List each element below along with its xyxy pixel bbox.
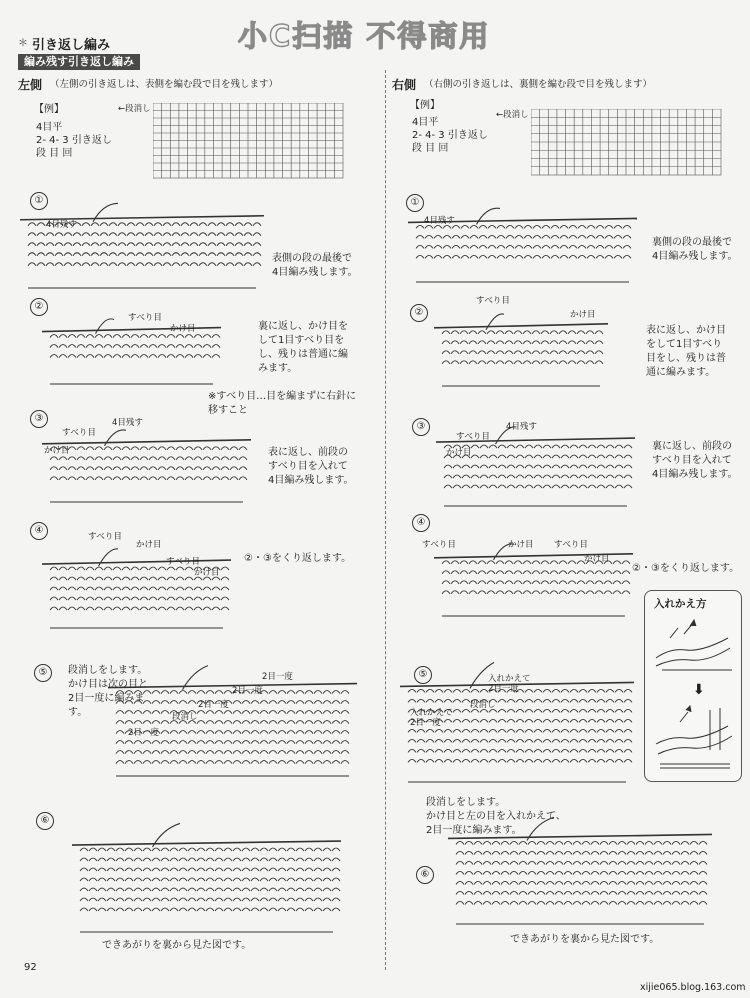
left-step-2-number: ② xyxy=(30,298,48,316)
left-step-3-text: 表に返し、前段の すべり目を入れて 4目編み残します。 xyxy=(268,447,354,486)
right-step-5-label-1: 入れかえて 2目一度 xyxy=(488,674,531,694)
left-step-1-label-1: 4目残す xyxy=(46,220,77,230)
right-step-5-text: 段消しをします。 かけ目と左の目を入れかえて、 2目一度に編みます。 xyxy=(426,797,566,836)
left-step-2-text: 裏に返し、かけ目を して1目すべり目を し、残りは普通に編 みます。 xyxy=(258,321,348,374)
left-stitch-chart xyxy=(153,103,345,181)
right-step-2-label-2: かけ目 xyxy=(570,310,596,320)
left-step-1-text: 表側の段の最後で 4目編み残します。 xyxy=(272,253,358,278)
left-step-4-label-4: かけ目 xyxy=(194,568,220,578)
right-step-3-text: 裏に返し、前段の すべり目を入れて 4目編み残します。 xyxy=(652,441,738,480)
column-divider xyxy=(385,70,386,970)
right-step-5-label-2: 入れかえて 2目一度 xyxy=(410,708,453,728)
right-step-4-label-2: かけ目 xyxy=(508,540,534,550)
left-step-5-label-2: 2目一度 xyxy=(232,686,263,696)
right-step-2-illustration xyxy=(432,312,612,390)
right-example-line-1: 4目平 xyxy=(412,117,439,128)
left-step-6-illustration xyxy=(70,818,345,936)
right-step-6-illustration xyxy=(446,812,716,928)
right-step-1-number: ① xyxy=(406,194,424,212)
left-step-3-label-1: 4目残す xyxy=(112,418,143,428)
right-step-2-text: 表に返し、かけ目 をして1目すべり 目をし、残りは普 通に編みます。 xyxy=(646,325,726,378)
right-example-line-2: 2- 4- 3 引き返し xyxy=(412,130,488,141)
left-step-3-label-2: すべり目 xyxy=(62,428,96,438)
right-step-6-text: できあがりを裏から見た図です。 xyxy=(510,934,660,945)
right-step-1-label-1: 4目残す xyxy=(424,216,455,226)
right-step-4-label-1: すべり目 xyxy=(422,540,456,550)
left-chart-label: ←段消し xyxy=(118,104,151,114)
left-heading: 左側 xyxy=(18,78,43,92)
site-credit: xijie065.blog.163.com xyxy=(640,982,746,993)
left-step-5-label-5: 2目一度 xyxy=(128,728,159,738)
right-chart-label: ←段消し xyxy=(496,110,529,120)
left-step-4-number: ④ xyxy=(30,522,48,540)
left-note: （左側の引き返しは、表側を編む段で目を残します） xyxy=(50,79,279,90)
left-step-5-text: 段消しをします。 かけ目は次の目と 2目一度に編みま す。 xyxy=(68,665,148,718)
left-step-5-label-4: 2目一度 xyxy=(198,700,229,710)
right-step-3-number: ③ xyxy=(412,418,430,436)
left-step-4-label-2: かけ目 xyxy=(136,540,162,550)
right-step-4-number: ④ xyxy=(412,514,430,532)
left-step-2-label-2: かけ目 xyxy=(170,324,196,334)
left-step-1-illustration xyxy=(18,200,268,292)
left-example-line-3: 段 目 回 xyxy=(36,148,73,159)
section-title: 引き返し編み xyxy=(32,38,111,53)
inset-illustration-bottom xyxy=(650,700,736,772)
left-step-4-text: ②・③をくり返します。 xyxy=(244,553,352,564)
section-band-label: 編み残す引き返し編み xyxy=(18,54,140,70)
left-step-4-label-1: すべり目 xyxy=(88,532,122,542)
left-step-2-label-1: すべり目 xyxy=(128,313,162,323)
left-step-1-number: ① xyxy=(30,192,48,210)
right-step-6-number: ⑥ xyxy=(416,866,434,884)
left-step-5-illustration xyxy=(106,660,361,780)
right-note: （右側の引き返しは、裏側を編む段で目を残します） xyxy=(424,79,653,90)
left-example-line-1: 4目平 xyxy=(36,122,63,133)
right-step-4-label-3: すべり目 xyxy=(554,540,588,550)
left-step-6-text: できあがりを裏から見た図です。 xyxy=(102,940,252,951)
left-step-3-illustration xyxy=(40,428,255,506)
left-step-2-illustration xyxy=(40,318,225,388)
left-step-4-label-3: すべり目 xyxy=(166,557,200,567)
left-step-5-label-3: 段消し xyxy=(172,712,198,722)
right-step-3-label-1: 4目残す xyxy=(506,422,537,432)
page-number: 92 xyxy=(24,962,37,973)
watermark: 小C扫描 不得商用 xyxy=(238,19,491,53)
right-step-4-text: ②・③をくり返します。 xyxy=(632,563,740,574)
right-example-label: 【例】 xyxy=(410,100,440,111)
section-bullet: ＊ xyxy=(18,38,28,49)
right-example-line-3: 段 目 回 xyxy=(412,143,449,154)
right-step-1-text: 裏側の段の最後で 4目編み残します。 xyxy=(652,237,738,262)
right-step-3-label-2: すべり目 xyxy=(456,432,490,442)
right-step-5-number: ⑤ xyxy=(414,666,432,684)
left-step-5-label-1: 2目一度 xyxy=(262,672,293,682)
left-footnote: ※すべり目…目を編まずに右針に 移すこと xyxy=(208,391,357,416)
right-stitch-chart xyxy=(531,109,723,179)
left-step-4-illustration xyxy=(40,546,235,632)
down-arrow-icon: ⬇ xyxy=(693,682,705,698)
left-example-label: 【例】 xyxy=(34,104,64,115)
inset-title: 入れかえ方 xyxy=(654,598,707,610)
left-example-line-2: 2- 4- 3 引き返し xyxy=(36,135,112,146)
left-step-3-number: ③ xyxy=(30,410,48,428)
right-step-2-label-1: すべり目 xyxy=(476,296,510,306)
inset-illustration-top xyxy=(650,614,736,674)
right-step-4-label-4: かけ目 xyxy=(584,554,610,564)
left-step-6-number: ⑥ xyxy=(36,812,54,830)
right-heading: 右側 xyxy=(392,78,417,92)
right-step-2-number: ② xyxy=(410,304,428,322)
right-step-3-label-3: かけ目 xyxy=(446,448,472,458)
left-step-5-number: ⑤ xyxy=(34,664,52,682)
right-step-5-label-3: 段消し xyxy=(470,700,496,710)
left-step-3-label-3: かけ目 xyxy=(44,446,70,456)
